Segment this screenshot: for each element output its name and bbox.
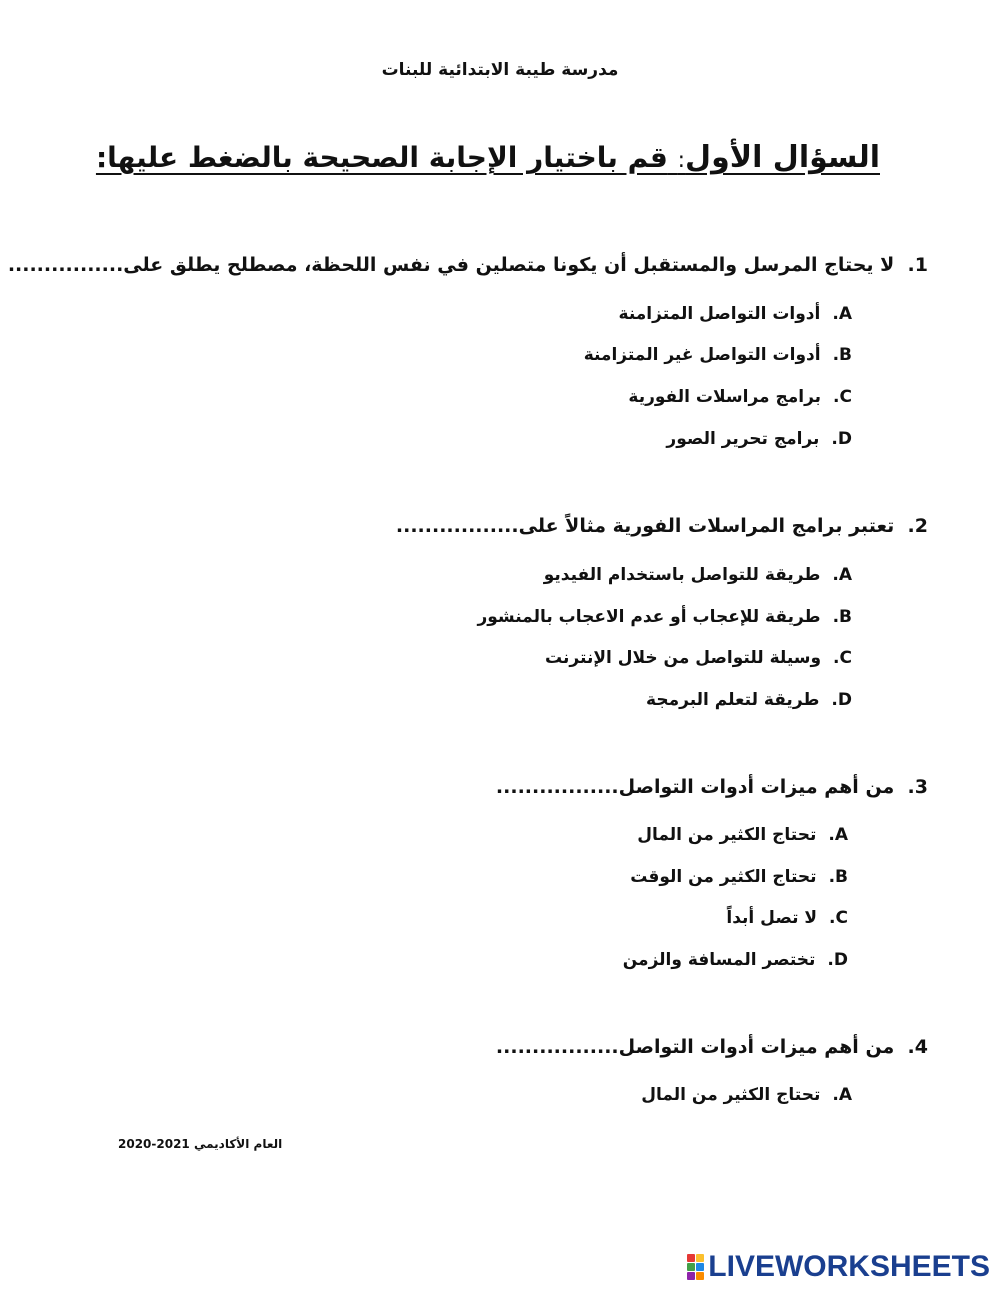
logo-block: [696, 1254, 704, 1262]
question-number: 3.: [907, 776, 928, 798]
option-text: تحتاج الكثير من المال: [637, 825, 817, 845]
option-3a[interactable]: [637, 825, 848, 845]
logo-text: LIVEWORKSHEETS: [708, 1250, 990, 1283]
option-text: برامج تحرير الصور: [666, 429, 820, 449]
option-3d[interactable]: [623, 950, 848, 970]
question-heading: السؤال الأول: [685, 140, 880, 175]
school-name: مدرسة طيبة الابتدائية للبنات: [381, 60, 619, 80]
question-text: لا يحتاج المرسل والمستقبل أن يكونا متصلين في نفس اللحظة، مصطلح يطلق على................: [7, 254, 895, 276]
logo-block: [687, 1263, 695, 1271]
option-text: برامج مراسلات الفورية: [628, 387, 822, 407]
option-text: طريقة لتعلم البرمجة: [646, 690, 820, 710]
option-letter: C.: [829, 908, 848, 928]
option-letter: A.: [828, 825, 848, 845]
option-text: طريقة للتواصل باستخدام الفيديو: [543, 565, 821, 585]
option-letter: A.: [832, 304, 852, 324]
option-2d[interactable]: [646, 690, 852, 710]
option-4a[interactable]: [641, 1085, 852, 1105]
option-letter: D.: [831, 429, 852, 449]
option-letter: C.: [833, 648, 852, 668]
option-text: تختصر المسافة والزمن: [622, 950, 816, 970]
question-2: [396, 515, 928, 537]
question-text: تعتبر برامج المراسلات الفورية مثالاً على.................: [395, 515, 895, 537]
academic-year-value: 2020-2021: [118, 1137, 190, 1151]
logo-blocks-icon: [687, 1254, 704, 1280]
option-text: لا تصل أبداً: [726, 908, 818, 928]
liveworksheets-logo: [687, 1252, 990, 1282]
option-text: تحتاج الكثير من المال: [641, 1085, 821, 1105]
question-number: 4.: [907, 1036, 928, 1058]
option-letter: B.: [828, 867, 848, 887]
option-text: تحتاج الكثير من الوقت: [630, 867, 817, 887]
question-4: [496, 1036, 928, 1058]
option-text: وسيلة للتواصل من خلال الإنترنت: [545, 648, 822, 668]
question-3: [496, 776, 928, 798]
page-title: [96, 140, 880, 175]
option-2b[interactable]: [477, 607, 852, 627]
option-1c[interactable]: [628, 387, 852, 407]
heading-separator: :: [677, 148, 686, 173]
option-letter: C.: [833, 387, 852, 407]
logo-block: [687, 1272, 695, 1280]
question-text: من أهم ميزات أدوات التواصل.................: [495, 1036, 895, 1058]
option-letter: B.: [832, 607, 852, 627]
option-letter: D.: [831, 690, 852, 710]
option-2c[interactable]: [545, 648, 852, 668]
option-1d[interactable]: [666, 429, 852, 449]
option-text: أدوات التواصل المتزامنة: [618, 304, 821, 324]
option-1b[interactable]: [584, 345, 852, 365]
option-1a[interactable]: [619, 304, 852, 324]
option-3c[interactable]: [726, 908, 848, 928]
option-letter: A.: [832, 565, 852, 585]
option-text: طريقة للإعجاب أو عدم الاعجاب بالمنشور: [477, 607, 821, 627]
logo-block: [696, 1263, 704, 1271]
instruction-text: قم باختيار الإجابة الصحيحة بالضغط عليها:: [95, 141, 668, 174]
option-letter: D.: [827, 950, 848, 970]
option-3b[interactable]: [630, 867, 848, 887]
option-letter: A.: [832, 1085, 852, 1105]
academic-year-label: العام الأكاديمي: [193, 1137, 283, 1151]
option-text: أدوات التواصل غير المتزامنة: [583, 345, 821, 365]
option-letter: B.: [832, 345, 852, 365]
option-2a[interactable]: [544, 565, 852, 585]
question-text: من أهم ميزات أدوات التواصل.................: [495, 776, 895, 798]
logo-block: [696, 1272, 704, 1280]
question-1: [8, 254, 928, 276]
question-number: 1.: [907, 254, 928, 276]
logo-block: [687, 1254, 695, 1262]
question-number: 2.: [907, 515, 928, 537]
academic-year: [118, 1137, 282, 1151]
